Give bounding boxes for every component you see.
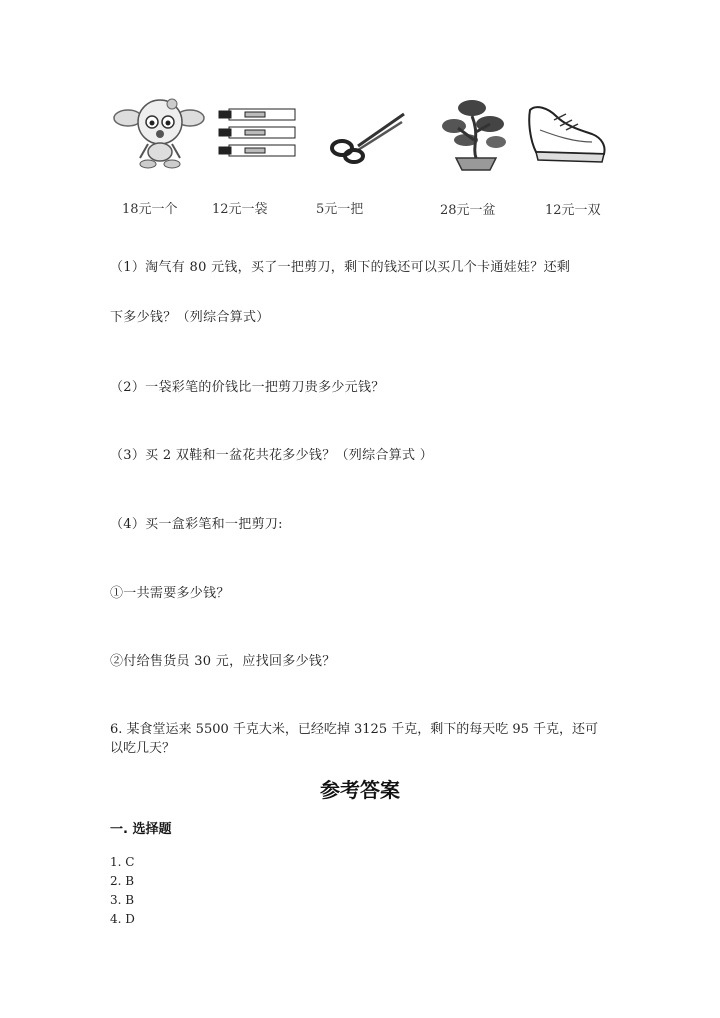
question-1-line-2: 下多少钱？（列综合算式） xyxy=(110,310,270,325)
answer-item: 4. D xyxy=(110,912,135,926)
scissors-icon xyxy=(328,108,408,164)
question-4-2: ②付给售货员 30 元，应找回多少钱？ xyxy=(110,654,336,669)
answer-item: 1. C xyxy=(110,855,135,869)
price-label-scissors: 5元一把 xyxy=(316,202,364,217)
sneaker-icon xyxy=(526,100,610,170)
cartoon-doll-icon xyxy=(110,92,210,172)
price-label-doll: 18元一个 xyxy=(122,202,178,217)
question-4: （4）买一盒彩笔和一把剪刀: xyxy=(110,517,283,532)
price-label-bonsai: 28元一盆 xyxy=(440,203,496,218)
question-3: （3）买 2 双鞋和一盆花共花多少钱？（列综合算式 ） xyxy=(110,448,434,463)
question-4-1: ①一共需要多少钱？ xyxy=(110,586,230,601)
price-label-sneaker: 12元一双 xyxy=(545,203,601,218)
question-2: （2）一袋彩笔的价钱比一把剪刀贵多少元钱？ xyxy=(110,380,385,395)
markers-icon xyxy=(215,105,305,160)
bonsai-tree-icon xyxy=(436,96,516,176)
section-heading: 一. 选择题 xyxy=(110,822,172,837)
question-6: 6. 某食堂运来 5500 千克大米，已经吃掉 3125 千克，剩下的每天吃 95 千克，还可以吃几天？ xyxy=(110,722,599,756)
price-label-markers: 12元一袋 xyxy=(212,202,268,217)
answer-item: 3. B xyxy=(110,893,135,907)
answer-item: 2. B xyxy=(110,874,135,888)
answer-key-title: 参考答案 xyxy=(320,778,400,802)
question-1-line-1: （1）淘气有 80 元钱，买了一把剪刀，剩下的钱还可以买几个卡通娃娃？还剩 xyxy=(110,260,571,275)
answer-list xyxy=(110,853,135,929)
